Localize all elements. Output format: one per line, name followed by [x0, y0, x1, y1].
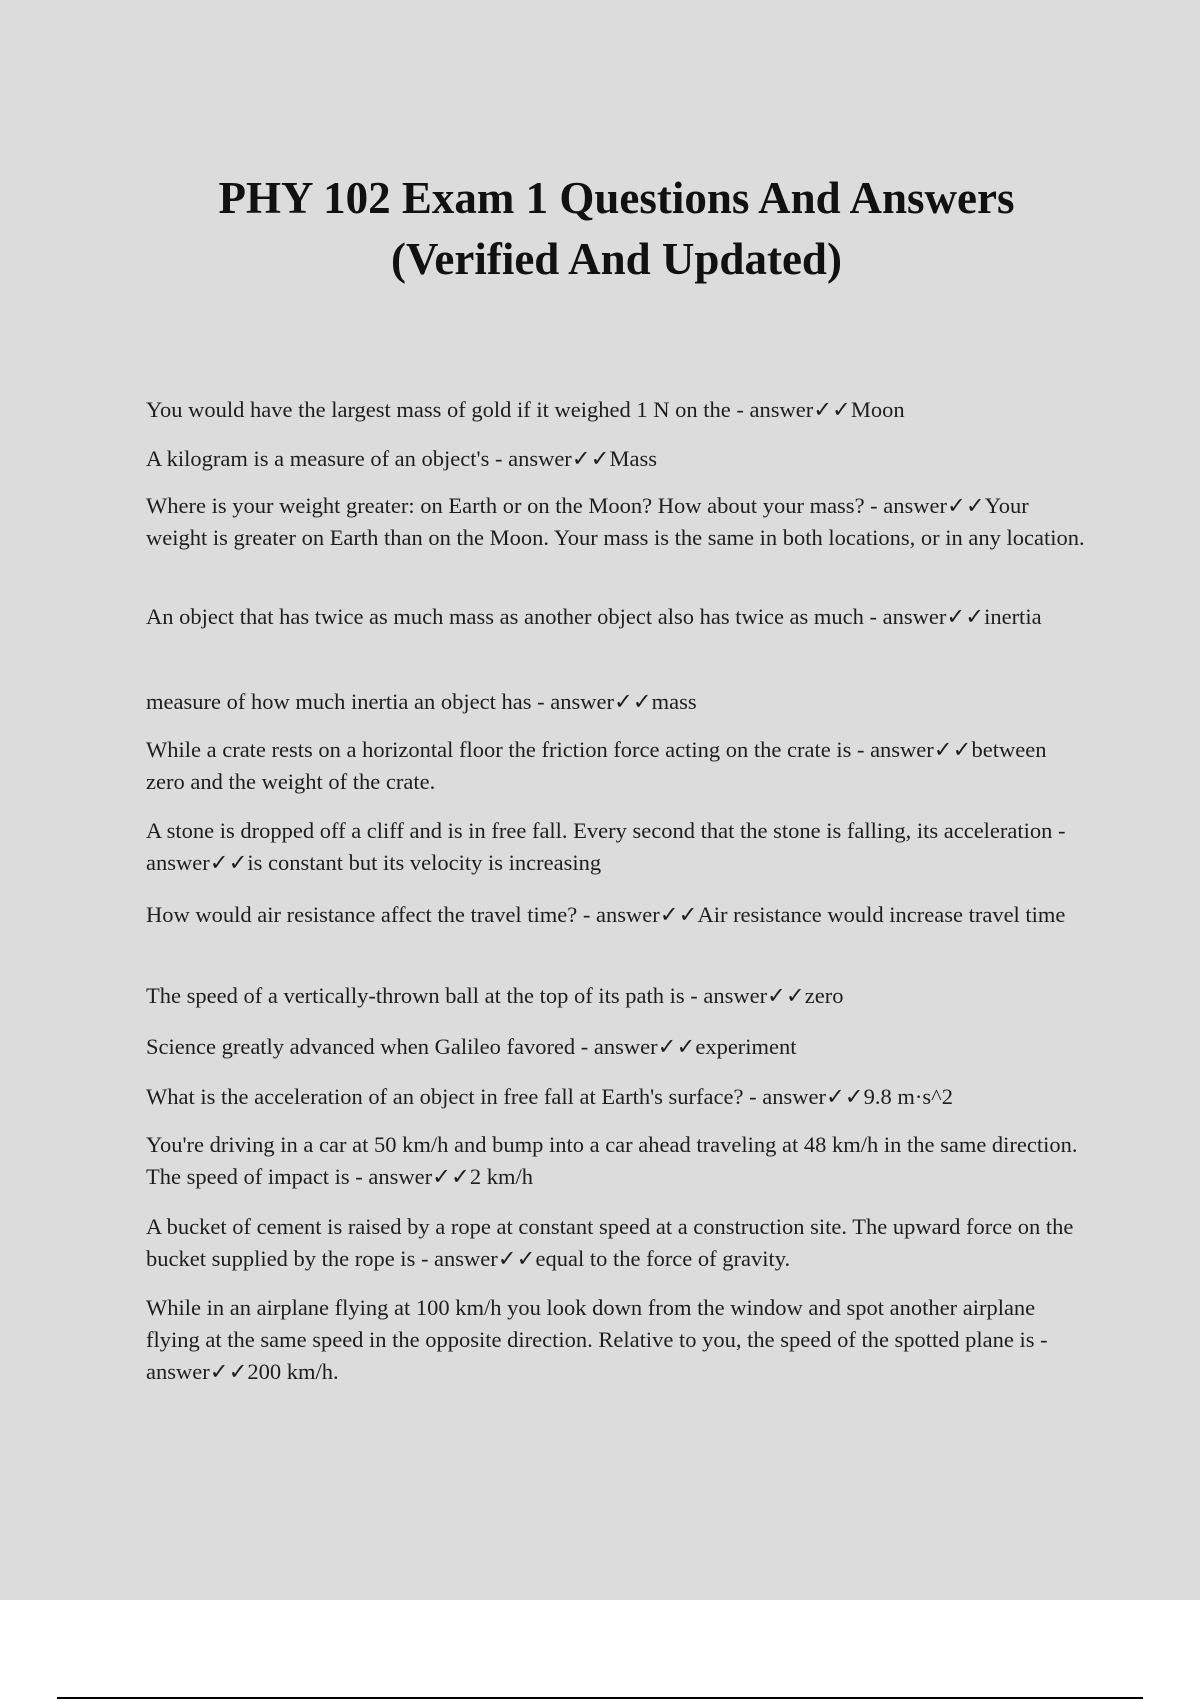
qa-item-7: A stone is dropped off a cliff and is in free fall. Every second that the stone is falling, its acceleration - answer✓✓is constant but its velocity is increasing: [146, 818, 1066, 875]
document-title-line-2: (Verified And Updated): [391, 234, 842, 284]
qa-item-10: Science greatly advanced when Galileo favored - answer✓✓experiment: [146, 1034, 797, 1059]
qa-item-13: A bucket of cement is raised by a rope at constant speed at a construction site. The upward force on the bucket supplied by the rope is - answer✓✓equal to the force of gravity.: [146, 1214, 1074, 1271]
document-title: [0, 168, 1200, 290]
qa-item-5: measure of how much inertia an object has - answer✓✓mass: [146, 689, 697, 714]
footer-divider: [57, 1697, 1143, 1699]
document-title-line-1: PHY 102 Exam 1 Questions And Answers: [218, 173, 1015, 223]
qa-item-9: The speed of a vertically-thrown ball at the top of its path is - answer✓✓zero: [146, 983, 844, 1008]
qa-item-3: Where is your weight greater: on Earth or on the Moon? How about your mass? - answer✓✓Your weight is greater on Earth than on the Moon. Your mass is the same in both locations, or in any location.: [146, 493, 1085, 550]
qa-item-8: How would air resistance affect the travel time? - answer✓✓Air resistance would increase travel time: [146, 902, 1066, 927]
qa-item-12: You're driving in a car at 50 km/h and bump into a car ahead traveling at 48 km/h in the same direction. The speed of impact is - answer✓✓2 km/h: [146, 1132, 1078, 1189]
qa-item-2: A kilogram is a measure of an object's - answer✓✓Mass: [146, 446, 658, 471]
qa-item-6: While a crate rests on a horizontal floor the friction force acting on the crate is - answer✓✓between zero and the weight of the crate.: [146, 737, 1047, 794]
qa-item-4: An object that has twice as much mass as another object also has twice as much - answer✓✓inertia: [146, 604, 1042, 629]
qa-item-14: While in an airplane flying at 100 km/h you look down from the window and spot another airplane flying at the same speed in the opposite direction. Relative to you, the speed of the spotted plane is - answer✓✓200 km/h.: [146, 1295, 1048, 1384]
qa-item-1: You would have the largest mass of gold if it weighed 1 N on the - answer✓✓Moon: [146, 397, 905, 422]
qa-item-11: What is the acceleration of an object in free fall at Earth's surface? - answer✓✓9.8 m·s^2: [146, 1084, 953, 1109]
